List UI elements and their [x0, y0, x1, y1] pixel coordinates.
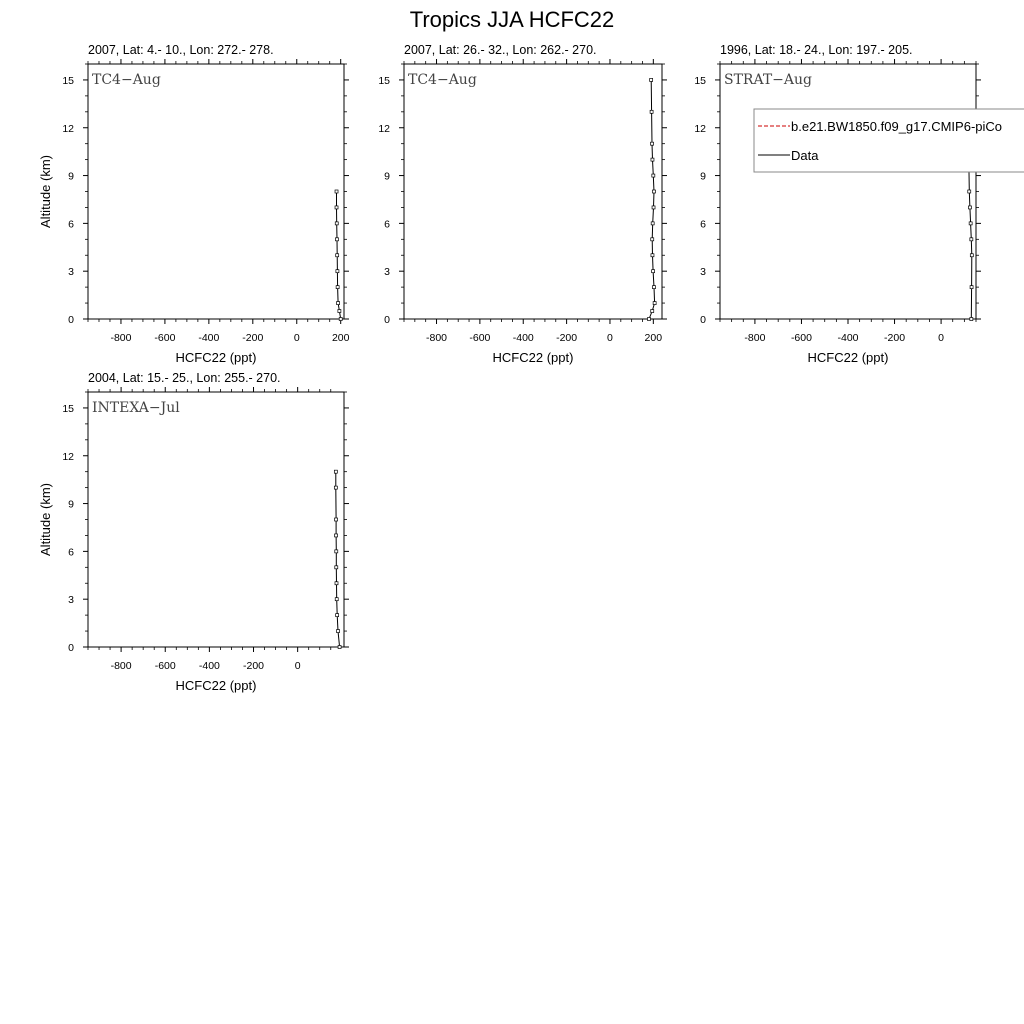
- plot-frame: [720, 64, 976, 319]
- x-tick-label: -600: [154, 332, 176, 344]
- data-point: [969, 222, 972, 225]
- x-tick-label: -400: [198, 660, 220, 672]
- y-tick-label: 9: [384, 170, 390, 183]
- y-tick-label: 6: [68, 218, 74, 231]
- panel-subtitle: 1996, Lat: 18.- 24., Lon: 197.- 205.: [720, 43, 913, 57]
- data-point: [970, 254, 973, 257]
- data-point: [651, 142, 654, 145]
- x-tick-label: -200: [556, 332, 578, 344]
- data-point: [650, 110, 653, 113]
- data-point: [651, 310, 654, 313]
- data-point: [338, 646, 341, 649]
- campaign-label: TC4−Aug: [92, 72, 161, 88]
- data-point: [335, 206, 338, 209]
- series-line-data: [649, 80, 655, 319]
- data-point: [647, 318, 650, 321]
- y-tick-label: 0: [68, 314, 74, 326]
- y-tick-label: 12: [62, 122, 74, 135]
- y-tick-label: 3: [700, 266, 706, 279]
- x-tick-label: -200: [243, 660, 265, 672]
- data-point: [335, 222, 338, 225]
- plot-frame: [88, 392, 344, 647]
- data-point: [338, 310, 341, 313]
- x-tick-label: -600: [469, 332, 491, 344]
- plot-frame: [404, 64, 662, 319]
- x-tick-label: -200: [242, 332, 264, 344]
- data-point: [651, 254, 654, 257]
- data-point: [651, 158, 654, 161]
- series-line-data: [336, 472, 340, 647]
- legend-label: Data: [791, 148, 819, 163]
- y-tick-label: 12: [378, 122, 390, 135]
- y-tick-label: 6: [384, 218, 390, 231]
- y-tick-label: 15: [694, 74, 706, 87]
- x-tick-label: 200: [644, 332, 663, 344]
- y-tick-label: 6: [700, 218, 706, 231]
- data-point: [335, 190, 338, 193]
- y-tick-label: 15: [62, 402, 74, 415]
- y-tick-label: 9: [700, 170, 706, 183]
- x-tick-label: -800: [744, 332, 766, 344]
- data-point: [335, 534, 338, 537]
- data-point: [652, 270, 655, 273]
- x-tick-label: -600: [154, 660, 176, 672]
- x-tick-label: 0: [293, 332, 300, 344]
- data-point: [968, 190, 971, 193]
- x-axis-title: HCFC22 (ppt): [807, 350, 889, 365]
- data-point: [653, 302, 656, 305]
- y-tick-label: 15: [62, 74, 74, 87]
- y-tick-label: 3: [384, 266, 390, 279]
- y-tick-label: 12: [694, 122, 706, 135]
- y-tick-label: 9: [68, 498, 74, 511]
- data-point: [652, 206, 655, 209]
- legend-label: b.e21.BW1850.f09_g17.CMIP6-piCo: [791, 119, 1003, 134]
- data-point: [335, 582, 338, 585]
- data-point: [968, 206, 971, 209]
- panel-2: [378, 43, 667, 365]
- y-tick-label: 0: [384, 314, 390, 326]
- y-tick-label: 0: [68, 642, 74, 654]
- data-point: [336, 254, 339, 257]
- x-tick-label: -400: [198, 332, 220, 344]
- data-point: [970, 286, 973, 289]
- y-tick-label: 3: [68, 594, 74, 607]
- panel-1: [38, 43, 350, 365]
- campaign-label: INTEXA−Jul: [92, 400, 180, 416]
- data-point: [970, 238, 973, 241]
- y-tick-label: 15: [378, 74, 390, 87]
- x-tick-label: -400: [512, 332, 534, 344]
- x-tick-label: -600: [790, 332, 812, 344]
- x-tick-label: 0: [294, 660, 301, 672]
- legend: [754, 109, 1024, 172]
- x-axis-title: HCFC22 (ppt): [175, 350, 257, 365]
- figure-title: Tropics JJA HCFC22: [409, 7, 615, 32]
- y-axis-title: Altitude (km): [38, 155, 53, 228]
- x-tick-label: -400: [837, 332, 859, 344]
- data-point: [651, 238, 654, 241]
- data-point: [651, 222, 654, 225]
- panel-3: [694, 43, 981, 365]
- data-point: [652, 286, 655, 289]
- data-point: [970, 318, 973, 321]
- panel-subtitle: 2004, Lat: 15.- 25., Lon: 255.- 270.: [88, 371, 281, 385]
- plot-frame: [88, 64, 344, 319]
- panel-subtitle: 2007, Lat: 26.- 32., Lon: 262.- 270.: [404, 43, 597, 57]
- x-tick-label: 0: [938, 332, 945, 344]
- x-tick-label: 200: [331, 332, 350, 344]
- data-point: [650, 78, 653, 81]
- x-tick-label: -800: [110, 332, 132, 344]
- campaign-label: TC4−Aug: [408, 72, 477, 88]
- data-point: [337, 630, 340, 633]
- data-point: [336, 270, 339, 273]
- data-point: [336, 614, 339, 617]
- data-point: [335, 238, 338, 241]
- y-tick-label: 9: [68, 170, 74, 183]
- panel-subtitle: 2007, Lat: 4.- 10., Lon: 272.- 278.: [88, 43, 274, 57]
- panel-4: [38, 371, 349, 693]
- y-tick-label: 0: [700, 314, 706, 326]
- data-point: [335, 598, 338, 601]
- data-point: [335, 518, 338, 521]
- x-tick-label: -800: [426, 332, 448, 344]
- campaign-label: STRAT−Aug: [724, 72, 812, 88]
- data-point: [652, 174, 655, 177]
- data-point: [337, 302, 340, 305]
- y-tick-label: 3: [68, 266, 74, 279]
- y-axis-title: Altitude (km): [38, 483, 53, 556]
- data-point: [652, 190, 655, 193]
- x-axis-title: HCFC22 (ppt): [492, 350, 574, 365]
- x-tick-label: -200: [884, 332, 906, 344]
- y-tick-label: 12: [62, 450, 74, 463]
- x-axis-title: HCFC22 (ppt): [175, 678, 257, 693]
- data-point: [335, 550, 338, 553]
- data-point: [335, 566, 338, 569]
- y-tick-label: 6: [68, 546, 74, 559]
- data-point: [339, 318, 342, 321]
- data-point: [334, 470, 337, 473]
- data-point: [336, 286, 339, 289]
- data-point: [334, 486, 337, 489]
- x-tick-label: 0: [607, 332, 613, 344]
- x-tick-label: -800: [110, 660, 132, 672]
